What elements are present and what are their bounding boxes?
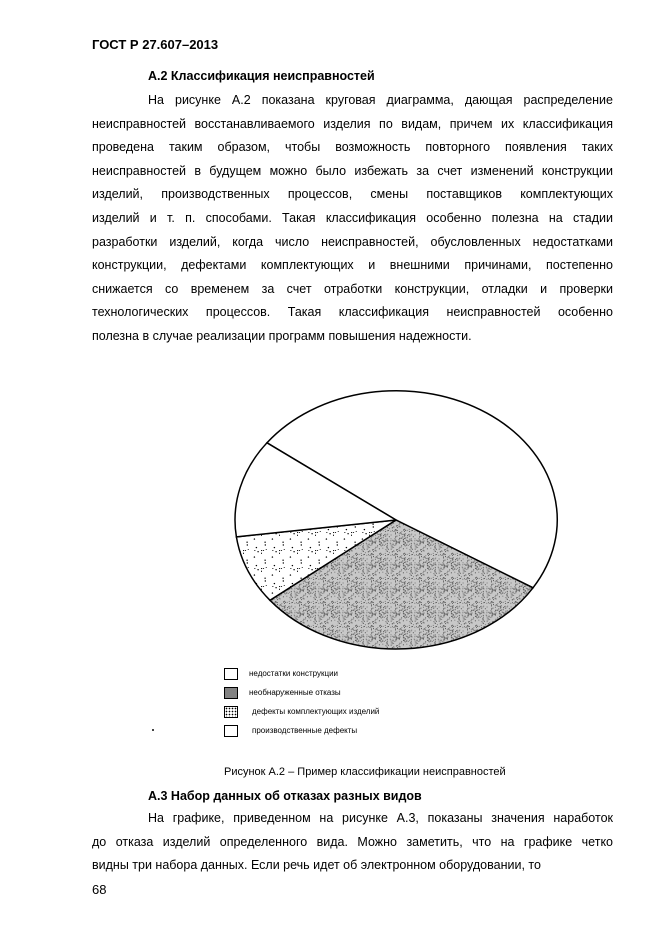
text-line: полезна в случае реализации программ повышения надежности.	[92, 328, 472, 343]
stray-dot	[152, 729, 154, 731]
text-line: изделий и т. п. способами. Такая классификация особенно полезна на стадии	[92, 210, 613, 225]
text-line: конструкции, дефектами комплектующих и внешними причинами, постепенно	[92, 258, 613, 273]
legend-swatch-gray	[224, 687, 238, 699]
page-number: 68	[92, 882, 107, 897]
text-line: до отказа изделий определенного вида. Можно заметить, что на графике четко	[92, 834, 613, 849]
text-line: разработки изделий, когда число неисправностей, обусловленных недостатками	[92, 234, 613, 249]
section-a2-paragraph	[92, 89, 613, 349]
section-a3-title: А.3 Набор данных об отказах разных видов	[148, 789, 422, 803]
text-line: изделий, производственных процессов, смены поставщиков комплектующих	[92, 187, 613, 202]
text-line: проведена таким образом, чтобы возможность повторного появления таких	[92, 140, 613, 155]
figure-caption: Рисунок А.2 – Пример классификации неисправностей	[224, 766, 506, 778]
legend-label: необнаруженные отказы	[249, 688, 341, 697]
text-line: На графике, приведенном на рисунке А.3, показаны значения наработок	[148, 811, 613, 825]
legend-label: производственные дефекты	[252, 726, 358, 735]
legend-swatch-dotted	[224, 706, 238, 718]
pie-chart	[225, 388, 561, 660]
legend-label: дефекты комплектующих изделий	[252, 707, 380, 716]
text-line: технологических процессов. Такая классификация неисправностей особенно	[92, 305, 613, 320]
legend-swatch-white	[224, 668, 238, 680]
text-line: неисправностей в будущем можно было избежать за счет изменений конструкции	[92, 163, 613, 178]
section-a2-title: А.2 Классификация неисправностей	[148, 69, 375, 83]
section-a3-paragraph	[92, 807, 613, 878]
text-line: неисправностей восстанавливаемого изделия по видам, причем их классификация	[92, 116, 613, 131]
document-code: ГОСТ Р 27.607–2013	[92, 37, 219, 52]
text-line: На рисунке А.2 показана круговая диаграмма, дающая распределение	[148, 93, 613, 107]
legend-label: недостатки конструкции	[249, 669, 339, 678]
text-line: снижается со временем за счет отработки конструкции, отладки и проверки	[92, 281, 613, 296]
text-line: видны три набора данных. Если речь идет об электронном оборудовании, то	[92, 858, 541, 873]
legend-swatch-white	[224, 725, 238, 737]
